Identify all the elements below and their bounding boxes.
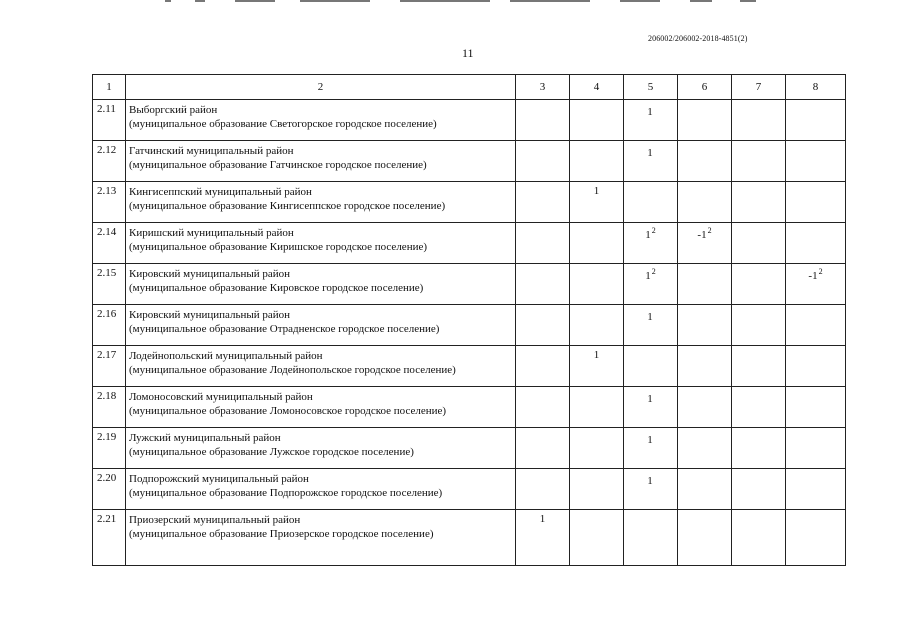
value-cell-c6: [678, 264, 732, 305]
value-cell-c6: [678, 387, 732, 428]
value-cell-c5: [624, 182, 678, 223]
value-cell-c7: [732, 510, 786, 566]
district-name: Кировский муниципальный район: [129, 268, 291, 280]
column-header: 1: [93, 75, 126, 100]
cell-value: 1: [539, 513, 546, 525]
value-cell-c7: [732, 305, 786, 346]
cell-value: -1: [808, 270, 818, 282]
column-header: 3: [516, 75, 570, 100]
value-cell-c6: [678, 100, 732, 141]
cell-value: 1: [647, 311, 653, 323]
value-cell-c4: [570, 428, 624, 469]
table-row: [93, 510, 846, 566]
column-header: 6: [678, 75, 732, 100]
value-cell-c4: [570, 510, 624, 566]
value-cell-c4: [570, 305, 624, 346]
value-cell-c5: [624, 346, 678, 387]
municipality-name: (муниципальное образование Лодейнопольское городское поселение): [129, 364, 456, 376]
value-cell-c6: [678, 141, 732, 182]
row-number: 2.11: [93, 100, 126, 141]
row-number: 2.20: [93, 469, 126, 510]
value-cell-c8: [786, 223, 846, 264]
cell-value: 1: [647, 475, 653, 487]
municipality-name-cell: [126, 346, 516, 387]
row-number: 2.13: [93, 182, 126, 223]
table-row: [93, 264, 846, 305]
value-cell-c3: [516, 100, 570, 141]
value-cell-c4: [570, 141, 624, 182]
table-header-row: [93, 75, 846, 100]
row-number: 2.19: [93, 428, 126, 469]
value-cell-c4: [570, 346, 624, 387]
municipality-name-cell: [126, 100, 516, 141]
value-cell-c4: [570, 100, 624, 141]
value-cell-c3: [516, 264, 570, 305]
row-number: 2.21: [93, 510, 126, 566]
footnote-mark: 2: [651, 226, 656, 235]
document-id: 206002/206002-2018-4851(2): [648, 34, 748, 43]
value-cell-c3: [516, 510, 570, 566]
table-row: [93, 305, 846, 346]
municipality-name: (муниципальное образование Киришское городское поселение): [129, 241, 428, 253]
row-number: 2.12: [93, 141, 126, 182]
cell-value: 1: [645, 270, 651, 282]
value-cell-c8: [786, 305, 846, 346]
value-cell-c5: [624, 305, 678, 346]
table-row: [93, 182, 846, 223]
value-cell-c3: [516, 182, 570, 223]
row-number: 2.17: [93, 346, 126, 387]
value-cell-c3: [516, 387, 570, 428]
value-cell-c6: [678, 428, 732, 469]
cell-value: 1: [647, 106, 653, 118]
district-name: Лужский муниципальный район: [129, 432, 281, 444]
table-row: [93, 387, 846, 428]
municipality-name-cell: [126, 141, 516, 182]
table-row: [93, 223, 846, 264]
value-cell-c6: [678, 305, 732, 346]
municipality-name: (муниципальное образование Подпорожское городское поселение): [129, 487, 443, 499]
value-cell-c7: [732, 264, 786, 305]
value-cell-c7: [732, 428, 786, 469]
value-cell-c6: [678, 510, 732, 566]
district-name: Лодейнопольский муниципальный район: [129, 350, 323, 362]
value-cell-c4: [570, 182, 624, 223]
district-name: Подпорожский муниципальный район: [129, 473, 309, 485]
row-number: 2.14: [93, 223, 126, 264]
top-scan-marks: [150, 0, 770, 4]
table-row: [93, 469, 846, 510]
municipality-name: (муниципальное образование Светогорское городское поселение): [129, 118, 437, 130]
column-header: 5: [624, 75, 678, 100]
district-name: Ломоносовский муниципальный район: [129, 391, 313, 403]
municipality-name: (муниципальное образование Лужское городское поселение): [129, 446, 414, 458]
cell-value: -1: [697, 229, 707, 241]
value-cell-c7: [732, 100, 786, 141]
value-cell-c3: [516, 223, 570, 264]
data-table: [92, 74, 846, 566]
column-header: 4: [570, 75, 624, 100]
value-cell-c7: [732, 182, 786, 223]
table-row: [93, 428, 846, 469]
value-cell-c8: [786, 510, 846, 566]
value-cell-c7: [732, 141, 786, 182]
municipality-name-cell: [126, 264, 516, 305]
value-cell-c4: [570, 264, 624, 305]
table-row: [93, 100, 846, 141]
value-cell-c5: [624, 510, 678, 566]
value-cell-c3: [516, 346, 570, 387]
row-number: 2.16: [93, 305, 126, 346]
cell-value: 1: [647, 434, 653, 446]
row-number: 2.18: [93, 387, 126, 428]
column-header: 8: [786, 75, 846, 100]
cell-value: 1: [645, 229, 651, 241]
footnote-mark: 2: [818, 267, 823, 276]
footnote-mark: 2: [707, 226, 712, 235]
value-cell-c5: [624, 100, 678, 141]
municipality-name-cell: [126, 469, 516, 510]
value-cell-c5: [624, 469, 678, 510]
district-name: Приозерский муниципальный район: [129, 514, 301, 526]
municipality-name-cell: [126, 305, 516, 346]
municipality-name-cell: [126, 428, 516, 469]
district-name: Киришский муниципальный район: [129, 227, 294, 239]
municipality-name-cell: [126, 223, 516, 264]
value-cell-c8: [786, 100, 846, 141]
value-cell-c5: [624, 141, 678, 182]
value-cell-c7: [732, 469, 786, 510]
municipality-name: (муниципальное образование Кировское городское поселение): [129, 282, 424, 294]
value-cell-c4: [570, 469, 624, 510]
value-cell-c7: [732, 346, 786, 387]
district-name: Гатчинский муниципальный район: [129, 145, 294, 157]
cell-value: 1: [593, 185, 600, 197]
table-row: [93, 346, 846, 387]
district-name: Кировский муниципальный район: [129, 309, 291, 321]
value-cell-c7: [732, 223, 786, 264]
municipality-name-cell: [126, 387, 516, 428]
value-cell-c3: [516, 469, 570, 510]
district-name: Выборгский район: [129, 104, 218, 116]
cell-value: 1: [647, 393, 653, 405]
value-cell-c6: [678, 346, 732, 387]
value-cell-c8: [786, 182, 846, 223]
value-cell-c8: [786, 428, 846, 469]
value-cell-c5: [624, 264, 678, 305]
table-row: [93, 141, 846, 182]
value-cell-c6: [678, 182, 732, 223]
municipality-name-cell: [126, 510, 516, 566]
municipality-name: (муниципальное образование Кингисеппское городское поселение): [129, 200, 446, 212]
municipality-name: (муниципальное образование Отрадненское городское поселение): [129, 323, 440, 335]
value-cell-c4: [570, 223, 624, 264]
district-name: Кингисеппский муниципальный район: [129, 186, 312, 198]
municipality-name: (муниципальное образование Ломоносовское городское поселение): [129, 405, 447, 417]
value-cell-c8: [786, 469, 846, 510]
municipality-name: (муниципальное образование Приозерское городское поселение): [129, 528, 434, 540]
cell-value: 1: [647, 147, 653, 159]
value-cell-c7: [732, 387, 786, 428]
value-cell-c6: [678, 223, 732, 264]
value-cell-c3: [516, 305, 570, 346]
municipality-name: (муниципальное образование Гатчинское городское поселение): [129, 159, 427, 171]
value-cell-c8: [786, 387, 846, 428]
page-number: 11: [462, 46, 474, 60]
value-cell-c5: [624, 223, 678, 264]
cell-value: 1: [593, 349, 600, 361]
value-cell-c5: [624, 428, 678, 469]
municipality-name-cell: [126, 182, 516, 223]
row-number: 2.15: [93, 264, 126, 305]
value-cell-c6: [678, 469, 732, 510]
footnote-mark: 2: [651, 267, 656, 276]
value-cell-c8: [786, 141, 846, 182]
column-header: 7: [732, 75, 786, 100]
value-cell-c3: [516, 141, 570, 182]
column-header: 2: [126, 75, 516, 100]
value-cell-c4: [570, 387, 624, 428]
value-cell-c5: [624, 387, 678, 428]
value-cell-c8: [786, 346, 846, 387]
value-cell-c3: [516, 428, 570, 469]
value-cell-c8: [786, 264, 846, 305]
